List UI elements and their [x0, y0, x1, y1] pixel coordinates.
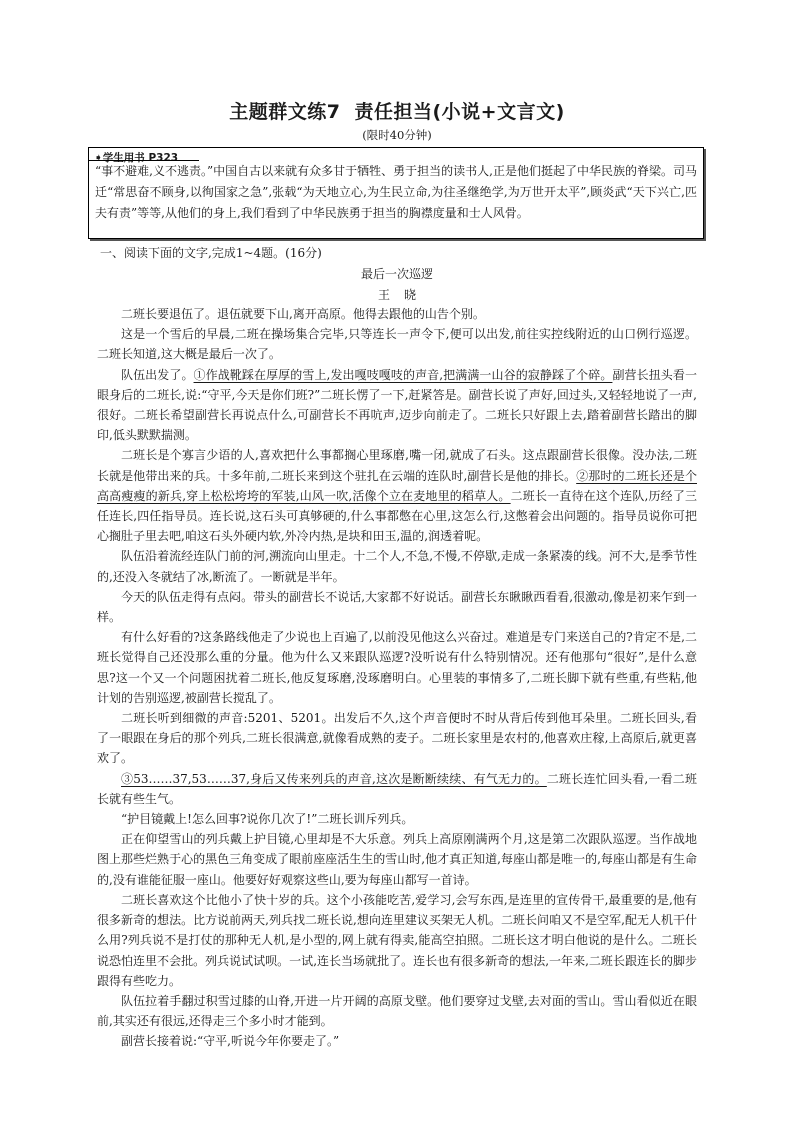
- author-surname: 王: [377, 288, 390, 302]
- paragraph: [97, 365, 697, 446]
- paragraph: “护目镜戴上!怎么回事?说你几次了!”二班长训斥列兵。: [121, 812, 414, 827]
- paragraph: 队伍拉着手翻过积雪过膝的山脊,开进一片开阔的高原戈壁。他们要穿过戈壁,去对面的雪山。雪山看似近在眼前,其实还有很远,还得走三个多小时才能到。: [97, 993, 697, 1029]
- author: [0, 286, 794, 303]
- paragraph-text: 副营长扭头看一眼身后的二班长,说:“守平,今天是你们班?”二班长愣了一下,赶紧答是。副营长说了声好,回过头,又轻轻地说了一声,很好。二班长希望副营长再说点什么,可副营长不再吭声,迈步向前走了。二班长只好跟上去,踏着副营长踏出的脚印,低头默默揣测。: [97, 367, 697, 443]
- underlined-sentence-3: ③53……37,53……37,身后又传来列兵的声音,这次是断断续续、有气无力的。: [121, 771, 547, 786]
- student-book-tag: ➧学生用书 P323: [94, 152, 179, 164]
- author-given: 晓: [403, 288, 416, 302]
- paragraph-text: 队伍出发了。: [121, 367, 194, 382]
- paragraph: 正在仰望雪山的列兵戴上护目镜,心里却是不大乐意。列兵上高原刚满两个月,这是第二次跟队巡逻。当作战地图上那些烂熟于心的黑色三角变成了眼前座座活生生的雪山时,他才真正知道,每座山都是唯一的,每座山都是有生命的,没有谁能征服一座山。他要好好观察这些山,要为每座山都写一首诗。: [97, 832, 697, 887]
- paragraph: 今天的队伍走得有点闷。带头的副营长不说话,大家都不好说话。副营长东瞅瞅西看看,很激动,像是初来乍到一样。: [97, 589, 697, 625]
- paragraph-text: 二班长是个寡言少语的人,喜欢把什么事都搁心里琢磨,嘴一闭,就成了石头。这点跟副营长很像。没办法,二班长就是他带出来的兵。十多年前,二班长来到这个驻扎在云端的连队时,副营长是他的排长。: [97, 448, 697, 483]
- paragraph-text: 二班长连忙回头看,一看二班长就有些生气。: [97, 771, 697, 806]
- story-body: [97, 304, 697, 1052]
- story-title: 最后一次巡逻: [360, 267, 433, 281]
- paragraph: 队伍沿着流经连队门前的河,溯流向山里走。十二个人,不急,不慢,不停歇,走成一条紧凑的线。河不大,是季节性的,还没入冬就结了冰,断流了。一断就是半年。: [97, 549, 697, 584]
- underlined-sentence-2: ②那时的二班长还是个高高瘦瘦的新兵,穿上松松垮垮的军装,山风一吹,活像个立在麦地里的稻草人。: [97, 468, 697, 503]
- title-topic: 责任担当(小说+文言文): [354, 101, 565, 123]
- paragraph: 这是一个雪后的早晨,二班在操场集合完毕,只等连长一声令下,便可以出发,前往实控线附近的山口例行巡逻。二班长知道,这大概是最后一次了。: [97, 327, 697, 362]
- paragraph: 二班长听到细微的声音:5201、5201。出发后不久,这个声音便时不时从背后传到他耳朵里。二班长回头,看了一眼跟在身后的那个列兵,二班长很满意,就像看成熟的麦子。二班长家里是农村的,他喜欢庄稼,上高原后,就更喜欢了。: [97, 711, 697, 766]
- page-title: [0, 97, 794, 124]
- intro-text: “事不避难,义不逃责。”中国自古以来就有众多甘于牺牲、勇于担当的读书人,正是他们挺起了中华民族的脊梁。司马迁“常思奋不顾身,以徇国家之急”,张载“为天地立心,为生民立命,为往圣继绝学,为万世开太平”,顾炎武“天下兴亡,匹夫有责”等等,从他们的身上,我们看到了中华民族勇于担当的胸襟度量和士人风骨。: [95, 164, 697, 220]
- title-main: 主题群文练7: [229, 101, 341, 123]
- paragraph: 副营长接着说:“守平,听说今年你要走了。”: [121, 1034, 340, 1049]
- paragraph: 有什么好看的?这条路线他走了少说也上百遍了,以前没见他这么兴奋过。难道是专门来送自己的?肯定不是,二班长觉得自己还没那么重的分量。他为什么又来跟队巡逻?没听说有什么特别情况。还有他那句“很好”,是什么意思?这一个又一个问题困扰着二班长,他反复琢磨,没琢磨明白。心里装的事情多了,二班长脚下就有些重,有些粘,他计划的告别巡逻,被副营长搅乱了。: [97, 630, 697, 705]
- paragraph: [97, 445, 697, 546]
- paragraph: 二班长要退伍了。退伍就要下山,离开高原。他得去跟他的山告个别。: [121, 307, 485, 321]
- underlined-sentence-1: ①作战靴踩在厚厚的雪上,发出嘎吱嘎吱的声音,把满满一山谷的寂静踩了个碎。: [193, 367, 613, 382]
- paragraph: 二班长喜欢这个比他小了快十岁的兵。这个小孩能吃苦,爱学习,会写东西,是连里的宣传骨干,最重要的是,他有很多新奇的想法。比方说前两天,列兵找二班长说,想向连里建议买架无人机。二班长问咱又不是空军,配无人机干什么用?列兵说不是打仗的那种无人机,是小型的,网上就有得卖,能高空拍照。二班长这才明白他说的是什么。二班长说恐怕连里不会批。列兵说试试呗。一试,连长当场就批了。连长也有很多新奇的想法,一年来,二班长跟连长的脚步跟得有些吃力。: [97, 892, 697, 988]
- time-limit: (限时40分钟): [362, 128, 432, 142]
- paragraph-text: 二班长一直待在这个连队,历经了三任连长,四任指导员。连长说,这石头可真够硬的,什么事都憋在心里,这怎么行,这憋着会出问题的。指导员说你可把心搁肚子里去吧,咱这石头外硬内软,外冷内热,是块和田玉,温的,润透着呢。: [97, 488, 697, 544]
- paragraph: [97, 769, 697, 809]
- section-heading: 一、阅读下面的文字,完成1~4题。(16分): [100, 246, 322, 260]
